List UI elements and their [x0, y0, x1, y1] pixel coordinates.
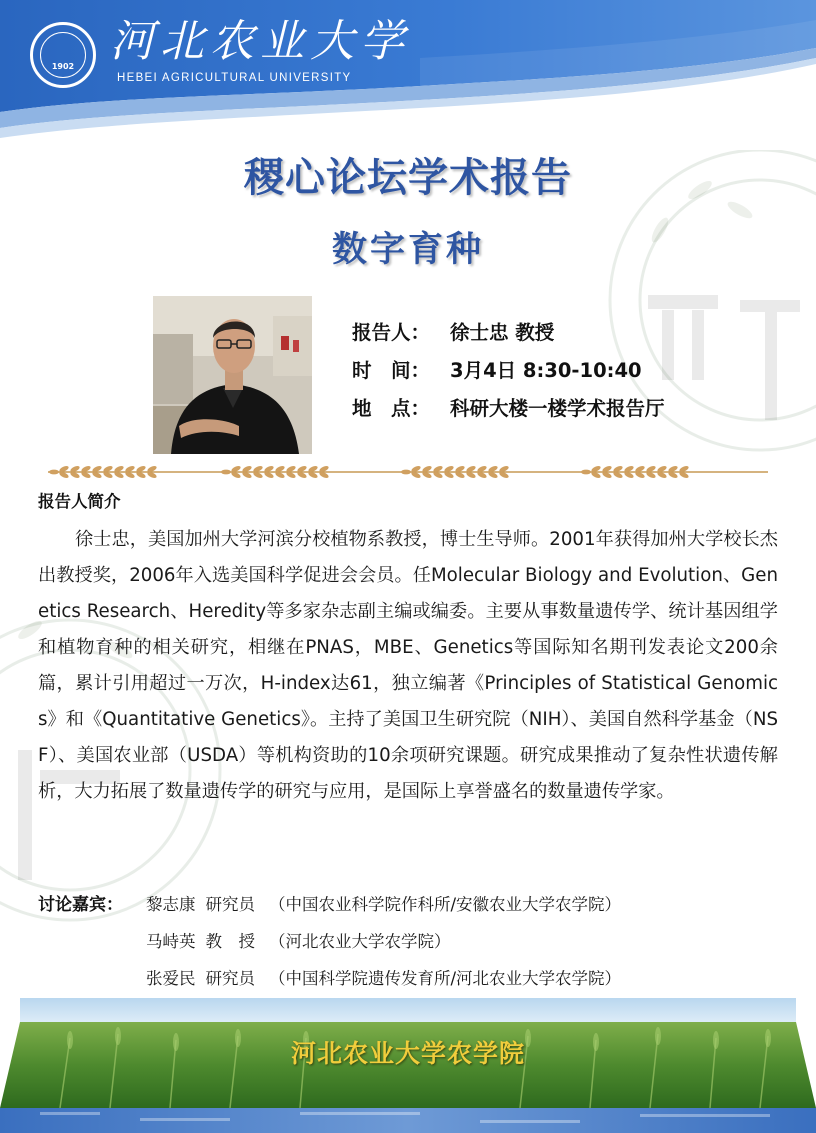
bio-heading: 报告人简介	[38, 492, 121, 511]
speaker-photo	[153, 296, 312, 454]
guests-label: 讨论嘉宾：	[38, 895, 123, 915]
university-name-cn: 河北农业大学	[110, 16, 410, 67]
place-row	[352, 390, 665, 428]
place-label: 地 点：	[352, 397, 431, 420]
guest-list	[146, 888, 621, 999]
guest-item	[146, 925, 621, 962]
guest-role: 研究员	[205, 895, 255, 914]
seal-year: 1902	[51, 62, 75, 71]
wheat-divider-icon	[48, 462, 768, 482]
time-row	[352, 352, 665, 390]
guest-affiliation: （河北农业大学农学院）	[269, 932, 451, 951]
event-series-title: 稷心论坛学术报告	[244, 155, 572, 201]
footer-banner	[0, 998, 816, 1133]
guest-name: 黎志康	[146, 895, 196, 914]
guest-affiliation: （中国农业科学院作科所/安徽农业大学农学院）	[269, 895, 622, 914]
organizer-name: 河北农业大学农学院	[290, 1039, 525, 1068]
speaker-value: 徐士忠 教授	[450, 321, 555, 344]
time-value: 3月4日 8:30-10:40	[450, 359, 642, 382]
guest-item	[146, 962, 621, 999]
university-seal-icon	[30, 22, 96, 88]
guest-role: 教 授	[205, 932, 255, 951]
guest-name: 张爱民	[146, 969, 196, 988]
university-name-en: HEBEI AGRICULTURAL UNIVERSITY	[117, 72, 352, 84]
place-value: 科研大楼一楼学术报告厅	[450, 397, 665, 420]
guest-name: 马峙英	[146, 932, 196, 951]
time-label: 时 间：	[352, 359, 431, 382]
event-topic-title: 数字育种	[331, 230, 484, 270]
guest-role: 研究员	[205, 969, 255, 988]
speaker-label: 报告人：	[352, 321, 431, 344]
guest-item	[146, 888, 621, 925]
event-info	[352, 314, 665, 428]
header-band	[0, 0, 816, 150]
guest-affiliation: （中国科学院遗传发育所/河北农业大学农学院）	[269, 969, 622, 988]
speaker-row	[352, 314, 665, 352]
bio-text: 徐士忠，美国加州大学河滨分校植物系教授，博士生导师。2001年获得加州大学校长杰出教授奖，2006年入选美国科学促进会会员。任Molecular Biology and Evolution、Genetics Research、Heredity等多家杂志副主编或编委。主要从事数量遗传学、统计基因组学和植物育种的相关研究，相继在PNAS，MBE、Genetics等国际知名期刊发表论文200余篇，累计引用超过一万次，H-index达61，独立编著《Principles of Statistical Genomics》和《Quantitative Genetics》。主持了美国卫生研究院（NIH）、美国自然科学基金（NSF）、美国农业部（USDA）等机构资助的10余项研究课题。研究成果推动了复杂性状遗传解析，大力拓展了数量遗传学的研究与应用，是国际上享誉盛名的数量遗传学家。	[38, 529, 778, 802]
